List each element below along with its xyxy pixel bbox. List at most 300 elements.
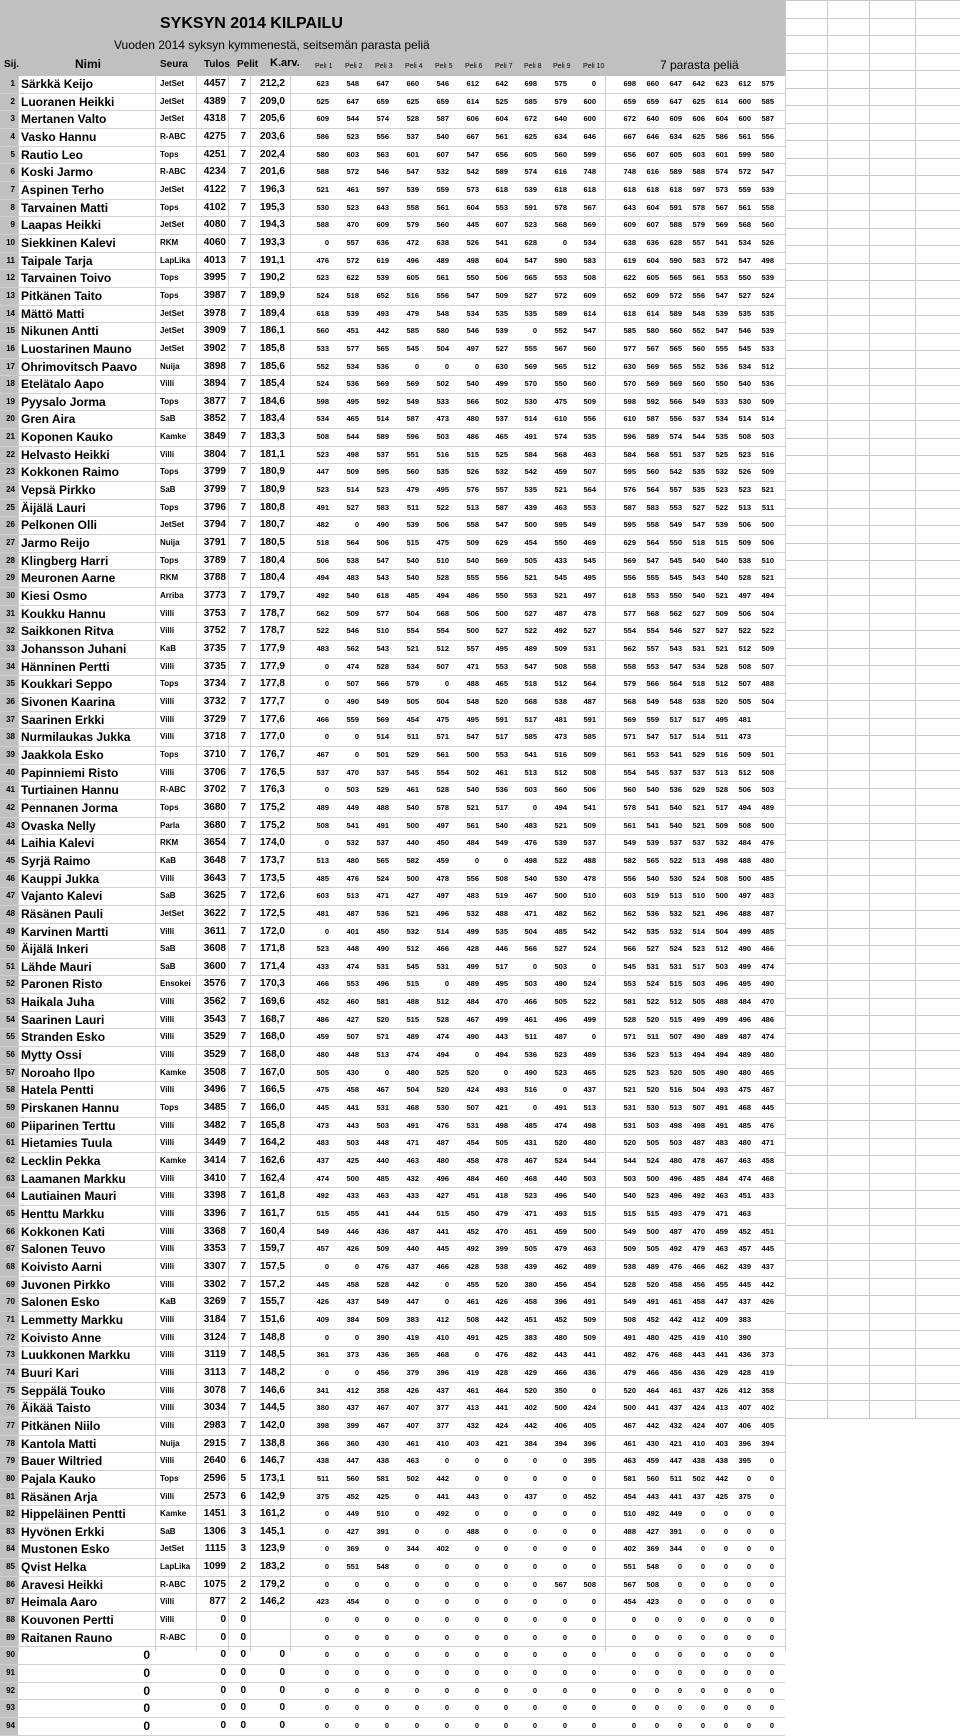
best-score-cell: 513 <box>715 767 728 777</box>
player-name-cell: Jarmo Reijo <box>21 536 90 551</box>
best-score-cell: 447 <box>715 1297 728 1307</box>
game-score-cell: 471 <box>466 661 479 671</box>
game-score-cell: 0 <box>324 1526 329 1536</box>
game-score-cell: 425 <box>495 1332 508 1342</box>
player-name-cell: Laamanen Markku <box>21 1171 126 1186</box>
game-score-cell: 466 <box>436 1261 449 1271</box>
game-score-cell: 571 <box>376 1032 389 1042</box>
game-score-cell: 527 <box>554 944 567 954</box>
best-score-cell: 424 <box>692 1403 705 1413</box>
best-score-cell: 612 <box>738 79 751 88</box>
player-name-cell: Kokkonen Raimo <box>21 465 120 480</box>
game-score-cell: 590 <box>554 255 567 265</box>
game-score-cell: 537 <box>406 131 419 141</box>
best-score-cell: 427 <box>646 1526 659 1536</box>
best-score-cell: 535 <box>761 308 774 318</box>
game-score-cell: 588 <box>316 167 329 177</box>
game-score-cell: 461 <box>346 184 359 194</box>
best-score-cell: 489 <box>715 1032 728 1042</box>
best-score-cell: 463 <box>623 1456 636 1466</box>
best-score-cell: 625 <box>692 96 705 106</box>
best-score-cell: 698 <box>623 79 636 88</box>
best-score-cell: 523 <box>692 944 705 954</box>
rank-cell: 40 <box>0 765 18 782</box>
games-count-cell: 7 <box>240 1402 246 1414</box>
game-score-cell: 578 <box>554 202 567 212</box>
game-score-cell: 612 <box>466 79 479 88</box>
total-cell: 3353 <box>203 1243 226 1255</box>
game-score-cell: 587 <box>436 114 449 124</box>
game-score-cell: 473 <box>554 732 567 742</box>
game-score-cell: 433 <box>554 555 567 565</box>
player-name-cell: Tarvainen Matti <box>21 200 109 215</box>
game-score-cell: 548 <box>436 308 449 318</box>
game-score-cell: 569 <box>495 555 508 565</box>
rank-cell: 16 <box>0 341 18 358</box>
game-score-cell: 0 <box>503 1650 508 1660</box>
player-name-cell: Lautiainen Mauri <box>21 1189 117 1204</box>
table-row <box>0 553 785 571</box>
best-score-cell: 474 <box>761 1032 774 1042</box>
average-cell: 195,3 <box>259 201 285 213</box>
game-score-cell: 553 <box>524 591 537 601</box>
game-score-cell: 567 <box>554 1579 567 1589</box>
game-score-cell: 0 <box>562 1703 567 1713</box>
best-score-cell: 523 <box>715 485 728 495</box>
game-score-cell: 0 <box>591 1615 596 1625</box>
best-score-cell: 493 <box>715 1085 728 1095</box>
table-row <box>0 1436 785 1454</box>
best-score-cell: 531 <box>646 961 659 971</box>
games-count-cell: 7 <box>240 695 246 707</box>
grid-line <box>785 473 960 474</box>
game-score-cell: 524 <box>316 290 329 300</box>
game-score-cell: 505 <box>495 1138 508 1148</box>
player-name-cell: Vajanto Kalevi <box>21 889 103 904</box>
game-score-cell: 474 <box>346 661 359 671</box>
best-score-cell: 0 <box>677 1597 682 1607</box>
total-cell: 2983 <box>203 1419 226 1431</box>
best-score-cell: 554 <box>646 626 659 636</box>
game-score-cell: 586 <box>316 131 329 141</box>
best-score-cell: 582 <box>623 855 636 865</box>
game-score-cell: 423 <box>316 1597 329 1607</box>
game-score-cell: 442 <box>376 326 389 336</box>
game-score-cell: 482 <box>316 520 329 530</box>
best-score-cell: 672 <box>623 114 636 124</box>
game-score-cell: 496 <box>406 255 419 265</box>
game-score-cell: 502 <box>466 767 479 777</box>
best-score-cell: 604 <box>715 114 728 124</box>
game-score-cell: 0 <box>354 520 359 530</box>
best-score-cell: 520 <box>623 1385 636 1395</box>
game-score-cell: 445 <box>316 1279 329 1289</box>
player-name-cell: Kauppi Jukka <box>21 871 100 886</box>
total-cell: 4122 <box>203 183 226 195</box>
games-count-cell: 0 <box>240 1702 246 1714</box>
game-score-cell: 599 <box>583 149 596 159</box>
games-count-cell: 7 <box>240 1278 246 1290</box>
game-score-cell: 0 <box>591 79 596 88</box>
best-score-cell: 0 <box>769 1579 774 1589</box>
game-score-cell: 0 <box>474 1650 479 1660</box>
game-score-cell: 640 <box>554 114 567 124</box>
game-score-cell: 540 <box>406 802 419 812</box>
game-score-cell: 479 <box>406 308 419 318</box>
game-score-cell: 558 <box>466 520 479 530</box>
best-score-cell: 513 <box>669 1050 682 1060</box>
best-score-cell: 488 <box>738 855 751 865</box>
game-score-cell: 437 <box>524 1491 537 1501</box>
game-score-cell: 424 <box>583 1403 596 1413</box>
best-score-cell: 523 <box>646 1191 659 1201</box>
total-cell: 3184 <box>203 1313 226 1325</box>
grid-line <box>785 875 960 876</box>
game-score-cell: 496 <box>376 979 389 989</box>
player-name-cell: Nurmilaukas Jukka <box>21 730 131 745</box>
grid-line <box>785 298 960 299</box>
best-score-cell: 596 <box>623 432 636 442</box>
grid-line <box>785 1033 960 1034</box>
total-cell: 1306 <box>203 1525 226 1537</box>
player-name-cell: Laapas Heikki <box>21 218 102 233</box>
best-score-cell: 0 <box>700 1597 705 1607</box>
total-cell: 3600 <box>203 960 226 972</box>
total-cell: 3576 <box>203 978 226 990</box>
game-score-cell: 0 <box>503 1632 508 1642</box>
game-score-cell: 0 <box>444 679 449 689</box>
game-score-cell: 0 <box>324 1261 329 1271</box>
best-score-cell: 447 <box>669 1456 682 1466</box>
game-score-cell: 643 <box>376 202 389 212</box>
average-cell: 146,6 <box>259 1384 285 1396</box>
grid-line <box>785 140 960 141</box>
player-name-cell: Pirskanen Hannu <box>21 1101 120 1116</box>
game-score-cell: 496 <box>436 908 449 918</box>
best-score-cell: 0 <box>723 1685 728 1695</box>
game-score-cell: 0 <box>503 1456 508 1466</box>
rank-cell: 47 <box>0 888 18 905</box>
game-score-cell: 0 <box>591 1632 596 1642</box>
best-score-cell: 558 <box>623 661 636 671</box>
table-row <box>0 1506 785 1524</box>
best-score-cell: 462 <box>715 1261 728 1271</box>
best-score-cell: 529 <box>692 749 705 759</box>
empty-grid-area <box>785 0 960 1418</box>
games-count-cell: 7 <box>240 130 246 142</box>
average-cell: 181,1 <box>259 448 285 460</box>
best-score-cell: 0 <box>769 1703 774 1713</box>
best-score-cell: 618 <box>623 591 636 601</box>
best-score-cell: 534 <box>738 361 751 371</box>
game-score-cell: 491 <box>406 1120 419 1130</box>
game-score-cell: 577 <box>376 608 389 618</box>
average-cell: 151,6 <box>259 1313 285 1325</box>
table-row <box>0 994 785 1012</box>
best-score-cell: 512 <box>669 997 682 1007</box>
game-score-cell: 514 <box>346 485 359 495</box>
best-score-cell: 508 <box>738 820 751 830</box>
best-score-cell: 616 <box>646 167 659 177</box>
game-score-cell: 596 <box>406 432 419 442</box>
game-score-cell: 419 <box>466 1367 479 1377</box>
player-name-cell: Klingberg Harri <box>21 553 109 568</box>
game-score-cell: 646 <box>583 131 596 141</box>
game-score-cell: 458 <box>524 1297 537 1307</box>
average-cell: 160,4 <box>259 1225 285 1237</box>
best-score-cell: 569 <box>623 714 636 724</box>
best-score-cell: 501 <box>761 749 774 759</box>
game-score-cell: 495 <box>495 979 508 989</box>
best-score-cell: 456 <box>669 1367 682 1377</box>
game-score-cell: 458 <box>466 1156 479 1166</box>
game-score-cell: 458 <box>346 1279 359 1289</box>
game-score-cell: 623 <box>316 79 329 88</box>
game-score-cell: 0 <box>414 1509 419 1519</box>
game-score-cell: 499 <box>466 926 479 936</box>
best-score-cell: 527 <box>646 944 659 954</box>
game-score-cell: 533 <box>436 396 449 406</box>
games-count-cell: 7 <box>240 1366 246 1378</box>
best-score-cell: 540 <box>646 785 659 795</box>
game-score-cell: 0 <box>562 1491 567 1501</box>
best-score-cell: 437 <box>761 1261 774 1271</box>
game-score-cell: 383 <box>524 1332 537 1342</box>
best-score-cell: 437 <box>692 1385 705 1395</box>
game-score-cell: 530 <box>554 873 567 883</box>
game-score-cell: 483 <box>316 644 329 653</box>
average-cell: 174,0 <box>259 837 285 849</box>
average-cell: 177,9 <box>259 660 285 672</box>
best-score-cell: 553 <box>646 749 659 759</box>
player-name-cell: Äijälä Lauri <box>21 500 86 515</box>
best-score-cell: 0 <box>700 1632 705 1642</box>
best-score-cell: 407 <box>715 1420 728 1430</box>
game-score-cell: 514 <box>376 414 389 424</box>
best-score-cell: 549 <box>669 520 682 530</box>
best-score-cell: 512 <box>715 679 728 689</box>
average-cell: 155,7 <box>259 1296 285 1308</box>
best-score-cell: 643 <box>623 202 636 212</box>
player-name-cell: Syrjä Raimo <box>21 853 91 868</box>
total-cell: 3752 <box>203 625 226 637</box>
game-score-cell: 507 <box>346 1032 359 1042</box>
game-score-cell: 0 <box>444 1562 449 1572</box>
table-row <box>0 1259 785 1277</box>
average-cell: 172,5 <box>259 907 285 919</box>
grid-line <box>785 508 960 509</box>
best-score-cell: 589 <box>669 167 682 177</box>
club-cell: JetSet <box>160 326 185 336</box>
best-score-cell: 562 <box>669 608 682 618</box>
game-score-cell: 447 <box>346 1456 359 1466</box>
game-score-cell: 439 <box>524 502 537 512</box>
best-score-cell: 0 <box>700 1668 705 1678</box>
game-score-cell: 0 <box>444 1703 449 1713</box>
game-score-cell: 473 <box>316 1120 329 1130</box>
table-row <box>0 147 785 165</box>
game-score-cell: 536 <box>495 785 508 795</box>
club-cell: Tops <box>160 1103 179 1113</box>
best-score-cell: 585 <box>761 96 774 106</box>
best-score-cell: 553 <box>623 979 636 989</box>
game-score-cell: 525 <box>436 1067 449 1077</box>
game-score-cell: 546 <box>436 79 449 88</box>
game-score-cell: 543 <box>376 644 389 653</box>
total-cell: 4013 <box>203 254 226 266</box>
rank-cell: 52 <box>0 976 18 993</box>
games-count-cell: 7 <box>240 1172 246 1184</box>
best-score-cell: 606 <box>692 114 705 124</box>
best-score-cell: 491 <box>715 1120 728 1130</box>
grid-line <box>785 1400 960 1401</box>
rank-cell: 67 <box>0 1241 18 1258</box>
game-score-cell: 511 <box>406 502 419 512</box>
game-score-cell: 591 <box>583 714 596 724</box>
best-score-cell: 517 <box>692 961 705 971</box>
game-score-cell: 0 <box>354 1650 359 1660</box>
average-cell: 183,4 <box>259 413 285 425</box>
game-score-cell: 503 <box>436 432 449 442</box>
best-score-cell: 523 <box>738 485 751 495</box>
game-score-cell: 0 <box>503 1597 508 1607</box>
game-score-cell: 474 <box>436 1032 449 1042</box>
rank-cell: 85 <box>0 1559 18 1576</box>
game-score-cell: 474 <box>316 1173 329 1183</box>
game-score-cell: 452 <box>554 1314 567 1324</box>
game-score-cell: 524 <box>583 979 596 989</box>
player-name-cell: Sivonen Kaarina <box>21 694 116 709</box>
game-score-cell: 630 <box>495 361 508 371</box>
best-score-cell: 410 <box>692 1438 705 1448</box>
best-score-cell: 480 <box>646 1332 659 1342</box>
game-score-cell: 525 <box>316 96 329 106</box>
game-score-cell: 484 <box>466 997 479 1007</box>
game-score-cell: 553 <box>495 661 508 671</box>
player-name-cell: Qvist Helka <box>21 1560 87 1575</box>
games-count-cell: 7 <box>240 254 246 266</box>
game-score-cell: 570 <box>524 379 537 389</box>
best-score-cell: 0 <box>746 1562 751 1572</box>
player-name-cell: 0 <box>143 1719 150 1734</box>
grid-line <box>785 193 960 194</box>
game-score-cell: 565 <box>376 855 389 865</box>
table-row <box>0 853 785 871</box>
game-score-cell: 410 <box>436 1438 449 1448</box>
total-cell: 0 <box>220 1667 226 1679</box>
game-score-cell: 0 <box>591 961 596 971</box>
game-score-cell: 601 <box>406 149 419 159</box>
best-score-cell: 0 <box>723 1544 728 1554</box>
grid-line <box>785 76 786 1651</box>
game-score-cell: 606 <box>466 114 479 124</box>
game-score-cell: 0 <box>324 696 329 706</box>
header-peli-7: Peli 7 <box>495 63 513 70</box>
game-score-cell: 622 <box>346 273 359 283</box>
best-score-cell: 468 <box>669 1350 682 1360</box>
best-score-cell: 459 <box>715 1226 728 1236</box>
game-score-cell: 0 <box>414 1632 419 1642</box>
best-score-cell: 0 <box>700 1526 705 1536</box>
game-score-cell: 0 <box>532 961 537 971</box>
game-score-cell: 450 <box>436 838 449 848</box>
game-score-cell: 373 <box>346 1350 359 1360</box>
best-score-cell: 516 <box>761 449 774 459</box>
best-score-cell: 600 <box>738 114 751 124</box>
player-name-cell: 0 <box>143 1666 150 1681</box>
games-count-cell: 7 <box>240 854 246 866</box>
game-score-cell: 488 <box>466 1526 479 1536</box>
game-score-cell: 412 <box>436 1314 449 1324</box>
best-score-cell: 517 <box>692 714 705 724</box>
best-score-cell: 530 <box>669 873 682 883</box>
total-cell: 3753 <box>203 607 226 619</box>
best-score-cell: 505 <box>692 997 705 1007</box>
club-cell: Tops <box>160 749 179 759</box>
best-score-cell: 647 <box>669 79 682 88</box>
game-score-cell: 521 <box>524 573 537 583</box>
best-score-cell: 536 <box>715 361 728 371</box>
best-score-cell: 555 <box>646 573 659 583</box>
game-score-cell: 547 <box>466 149 479 159</box>
game-score-cell: 433 <box>346 1191 359 1201</box>
player-name-cell: Rautio Leo <box>21 147 83 162</box>
game-score-cell: 515 <box>316 1209 329 1218</box>
player-name-cell: Taipale Tarja <box>21 253 93 268</box>
games-count-cell: 3 <box>240 1543 246 1555</box>
game-score-cell: 0 <box>591 1685 596 1695</box>
best-score-cell: 559 <box>738 184 751 194</box>
game-score-cell: 454 <box>466 1138 479 1148</box>
average-cell: 0 <box>279 1684 285 1696</box>
best-score-cell: 0 <box>631 1721 636 1731</box>
game-score-cell: 531 <box>583 644 596 653</box>
best-score-cell: 458 <box>761 1156 774 1166</box>
game-score-cell: 0 <box>414 1685 419 1695</box>
sheet-header <box>0 0 786 76</box>
best-score-cell: 507 <box>669 1032 682 1042</box>
grid-line <box>785 543 960 544</box>
game-score-cell: 401 <box>346 926 359 936</box>
best-score-cell: 487 <box>738 1032 751 1042</box>
game-score-cell: 380 <box>524 1279 537 1289</box>
game-score-cell: 451 <box>466 1191 479 1201</box>
game-score-cell: 489 <box>583 1050 596 1060</box>
game-score-cell: 569 <box>524 361 537 371</box>
game-score-cell: 498 <box>524 855 537 865</box>
games-count-cell: 7 <box>240 643 246 654</box>
club-cell: SaB <box>160 414 176 424</box>
best-score-cell: 569 <box>669 379 682 389</box>
club-cell: Villi <box>160 1456 175 1466</box>
grid-line <box>785 910 960 911</box>
table-row <box>0 765 785 783</box>
grid-line <box>785 630 960 631</box>
best-score-cell: 491 <box>715 1103 728 1113</box>
grid-line <box>785 1418 960 1419</box>
best-score-cell: 474 <box>738 1173 751 1183</box>
game-score-cell: 0 <box>444 1685 449 1695</box>
best-score-cell: 496 <box>738 1014 751 1024</box>
average-cell: 184,6 <box>259 395 285 407</box>
average-cell: 157,2 <box>259 1278 285 1290</box>
game-score-cell: 567 <box>583 202 596 212</box>
game-score-cell: 502 <box>406 1473 419 1483</box>
grid-line <box>785 368 960 369</box>
average-cell: 186,1 <box>259 325 285 337</box>
club-cell: Tops <box>160 802 179 812</box>
best-score-cell: 521 <box>692 802 705 812</box>
